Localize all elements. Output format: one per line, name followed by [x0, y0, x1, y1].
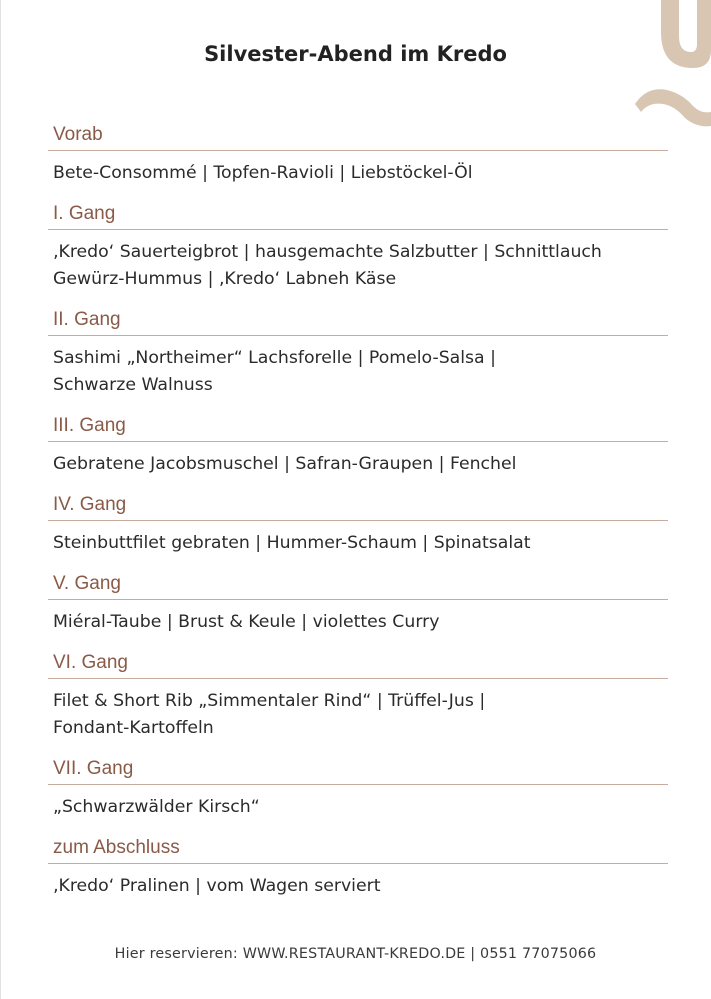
course-heading: III. Gang — [48, 409, 668, 442]
description-line: Sashimi „Northeimer“ Lachsforelle | Pomelo-Salsa | — [53, 348, 496, 368]
footer-prefix: Hier reservieren: — [114, 946, 243, 962]
description-line: Bete-Consommé | Topfen-Ravioli | Liebstöckel-Öl — [53, 163, 473, 183]
description-line: Filet & Short Rib „Simmentaler Rind“ | Trüffel-Jus | — [53, 691, 486, 711]
description-line: Schwarze Walnuss — [53, 375, 213, 395]
menu-section — [48, 752, 668, 831]
phone-number[interactable]: 0551 77075066 — [480, 946, 597, 962]
course-description — [48, 230, 668, 303]
description-line: ‚Kredo‘ Pralinen | vom Wagen serviert — [53, 876, 381, 896]
course-description — [48, 336, 668, 409]
course-heading: VII. Gang — [48, 752, 668, 785]
course-heading: V. Gang — [48, 567, 668, 600]
menu-section — [48, 118, 668, 197]
description-line: Gebratene Jacobsmuschel | Safran-Graupen | Fenchel — [53, 454, 517, 474]
description-line: „Schwarzwälder Kirsch“ — [53, 797, 260, 817]
menu-section — [48, 567, 668, 646]
website-link[interactable]: WWW.RESTAURANT-KREDO.DE — [242, 946, 466, 962]
menu-section — [48, 303, 668, 409]
menu-section — [48, 831, 668, 910]
reservation-footer — [0, 946, 711, 962]
course-description — [48, 864, 668, 910]
course-description — [48, 785, 668, 831]
description-line: ‚Kredo‘ Sauerteigbrot | hausgemachte Salzbutter | Schnittlauch — [53, 242, 602, 262]
course-description — [48, 600, 668, 646]
course-description — [48, 151, 668, 197]
course-heading: zum Abschluss — [48, 831, 668, 864]
menu-list — [48, 118, 668, 910]
description-line: Steinbuttfilet gebraten | Hummer-Schaum | Spinatsalat — [53, 533, 531, 553]
course-heading: Vorab — [48, 118, 668, 151]
course-heading: VI. Gang — [48, 646, 668, 679]
course-description — [48, 521, 668, 567]
course-heading: I. Gang — [48, 197, 668, 230]
course-heading: IV. Gang — [48, 488, 668, 521]
course-heading: II. Gang — [48, 303, 668, 336]
description-line: Fondant-Kartoffeln — [53, 718, 214, 738]
menu-section — [48, 409, 668, 488]
course-description — [48, 679, 668, 752]
course-description — [48, 442, 668, 488]
description-line: Miéral-Taube | Brust & Keule | violettes Curry — [53, 612, 440, 632]
description-line: Gewürz-Hummus | ‚Kredo‘ Labneh Käse — [53, 269, 397, 289]
menu-section — [48, 488, 668, 567]
menu-section — [48, 646, 668, 752]
page-title: Silvester-Abend im Kredo — [204, 42, 507, 66]
footer-separator: | — [465, 946, 481, 962]
menu-section — [48, 197, 668, 303]
